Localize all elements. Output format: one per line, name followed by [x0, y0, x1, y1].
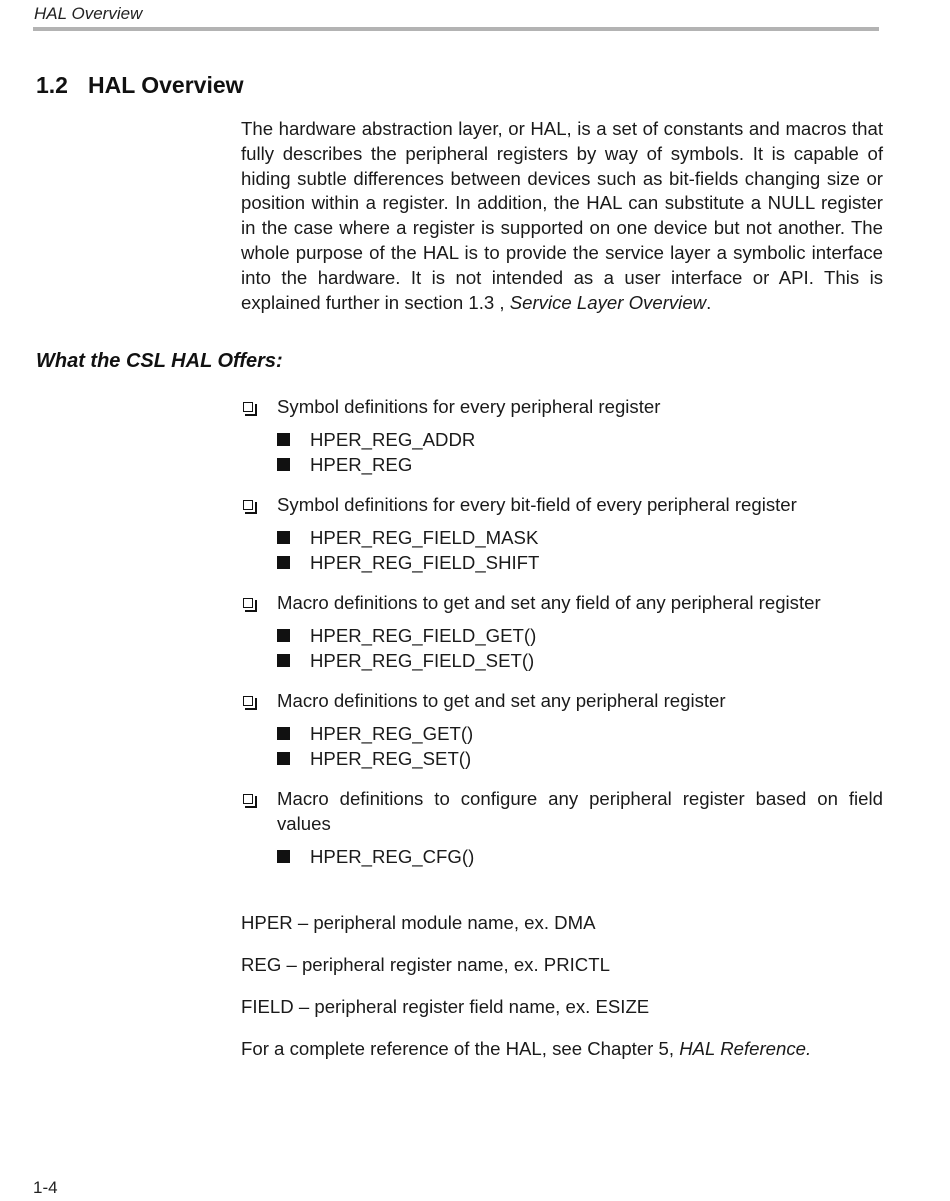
checkbox-bullet-icon	[243, 402, 253, 412]
sub-item	[277, 746, 883, 771]
sub-item	[277, 623, 883, 648]
sub-item	[277, 427, 883, 452]
square-bullet-icon	[277, 556, 290, 569]
intro-text: The hardware abstraction layer, or HAL, is a set of constants and macros that fully describes the peripheral registers by way of symbols. It is capable of hiding subtle differences between devices such as bit-fields changing size or position within a register. In addition, the HAL can substitute a NULL register in the case where a register is supported on one device but not another. The whole purpose of the HAL is to provide the service layer a symbolic interface into the hardware. It is not intended as a user interface or API. This is explained further in section 1.3 ,	[241, 118, 883, 313]
macro-name: HPER_REG_GET()	[310, 722, 474, 744]
intro-reference-title: Service Layer Overview	[509, 291, 707, 313]
square-bullet-icon	[277, 752, 290, 765]
header-rule	[33, 27, 879, 31]
offer-item	[241, 394, 883, 477]
section-heading	[36, 72, 244, 99]
sub-item	[277, 452, 883, 477]
definition-field: FIELD – peripheral register field name, ex. ESIZE	[241, 996, 650, 1017]
symbol-name: HPER_REG_FIELD_MASK	[310, 526, 539, 548]
sub-item	[277, 648, 883, 673]
running-header: HAL Overview	[34, 4, 143, 23]
macro-name: HPER_REG_FIELD_GET()	[310, 624, 537, 646]
square-bullet-icon	[277, 531, 290, 544]
reference-line	[241, 1036, 883, 1061]
symbol-name: HPER_REG_ADDR	[310, 428, 476, 450]
macro-name: HPER_REG_SET()	[310, 747, 472, 769]
sub-item	[277, 844, 883, 869]
offer-text: Symbol definitions for every bit-field of every peripheral register	[277, 494, 797, 515]
checkbox-bullet-icon	[243, 500, 253, 510]
checkbox-bullet-icon	[243, 794, 253, 804]
offer-text: Symbol definitions for every peripheral register	[277, 396, 661, 417]
offer-item	[241, 492, 883, 575]
sub-list	[277, 844, 883, 869]
symbol-name: HPER_REG	[310, 453, 413, 475]
offer-item	[241, 590, 883, 673]
page-number: 1-4	[33, 1178, 58, 1197]
definition-reg: REG – peripheral register name, ex. PRICTL	[241, 954, 610, 975]
sub-list	[277, 525, 883, 575]
sub-item	[277, 525, 883, 550]
offer-text: Macro definitions to get and set any field of any peripheral register	[277, 592, 821, 613]
sub-list	[277, 721, 883, 771]
section-title: HAL Overview	[88, 72, 244, 98]
reference-title: HAL Reference.	[679, 1038, 812, 1059]
square-bullet-icon	[277, 458, 290, 471]
definitions-block	[241, 910, 883, 1078]
offer-text: Macro definitions to configure any peripheral register based on field values	[277, 788, 883, 834]
checkbox-bullet-icon	[243, 598, 253, 608]
sub-item	[277, 721, 883, 746]
reference-text: For a complete reference of the HAL, see Chapter 5,	[241, 1038, 680, 1059]
sub-item	[277, 550, 883, 575]
square-bullet-icon	[277, 850, 290, 863]
square-bullet-icon	[277, 727, 290, 740]
intro-paragraph	[241, 117, 883, 315]
offers-list	[241, 394, 883, 884]
offer-text: Macro definitions to get and set any peripheral register	[277, 690, 726, 711]
sub-list	[277, 427, 883, 477]
offer-item	[241, 688, 883, 771]
section-number: 1.2	[36, 72, 68, 98]
checkbox-bullet-icon	[243, 696, 253, 706]
square-bullet-icon	[277, 654, 290, 667]
offers-heading: What the CSL HAL Offers:	[36, 350, 283, 372]
definition-hper: HPER – peripheral module name, ex. DMA	[241, 912, 596, 933]
symbol-name: HPER_REG_FIELD_SHIFT	[310, 551, 540, 573]
macro-name: HPER_REG_CFG()	[310, 845, 475, 867]
intro-end: .	[706, 291, 712, 313]
square-bullet-icon	[277, 629, 290, 642]
square-bullet-icon	[277, 433, 290, 446]
macro-name: HPER_REG_FIELD_SET()	[310, 649, 535, 671]
sub-list	[277, 623, 883, 673]
offer-item	[241, 786, 883, 869]
